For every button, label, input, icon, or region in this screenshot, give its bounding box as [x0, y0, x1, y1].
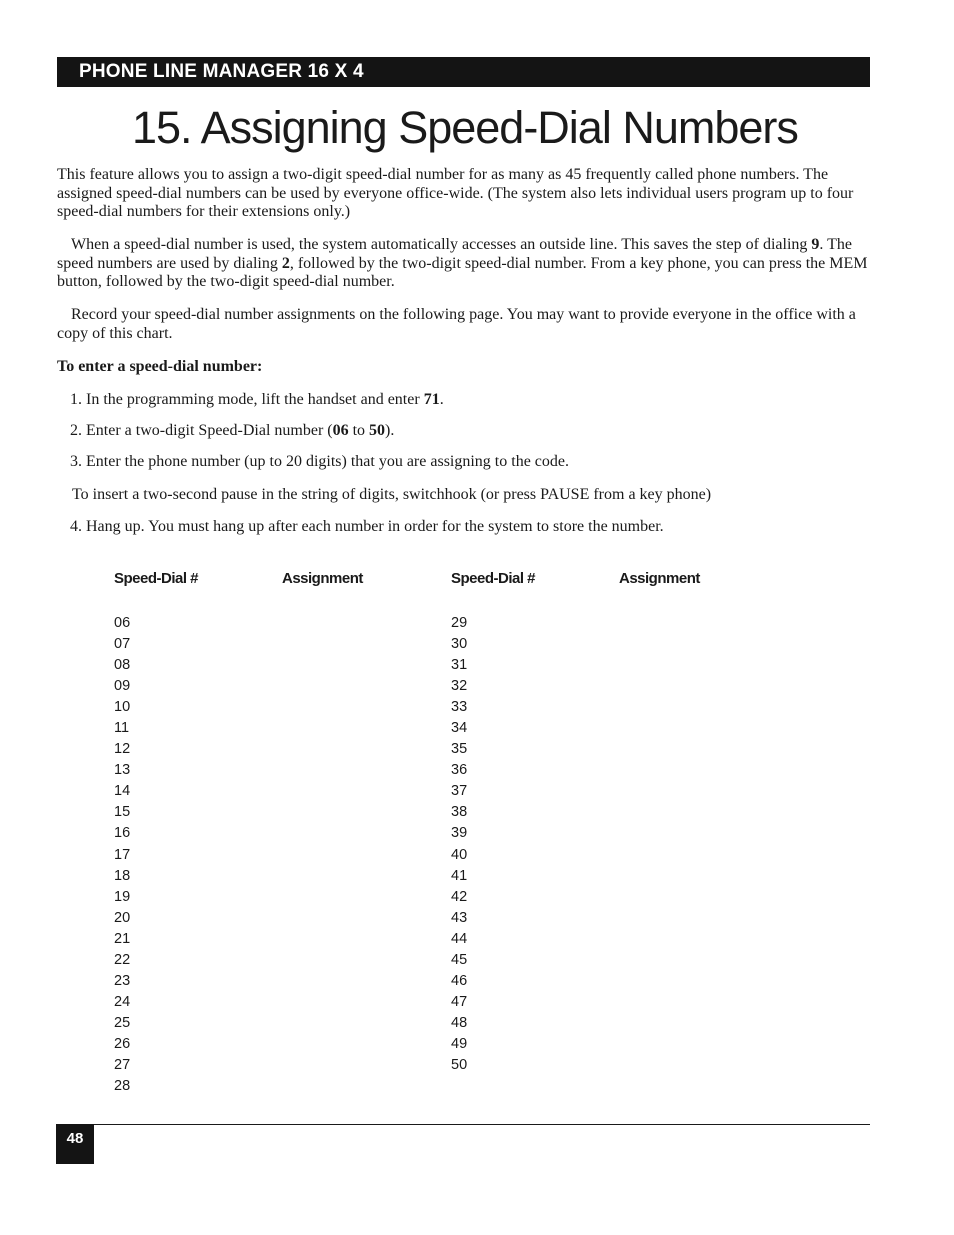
running-header: PHONE LINE MANAGER 16 X 4 [57, 57, 870, 87]
speed-dial-number: 21 [114, 930, 131, 947]
speed-dial-number: 40 [451, 846, 468, 863]
dial-digit-2: 2 [281, 254, 290, 272]
code-71: 71 [423, 391, 440, 408]
column-header-assignment: Assignment [619, 570, 700, 587]
paragraph-text: , followed by the two-digit speed-dial number. From a key phone, you can press the MEM button, followed by the two-digit speed-dial number. [57, 254, 868, 290]
page-number: 48 [56, 1124, 94, 1164]
step-3: 3. Enter the phone number (up to 20 digits) that you are assigning to the code. [70, 453, 569, 470]
step-text: to [348, 422, 370, 439]
speed-dial-number: 07 [114, 636, 131, 653]
speed-dial-number: 37 [451, 783, 468, 800]
step-1 [70, 391, 444, 409]
speed-dial-list-right [451, 613, 467, 1076]
speed-dial-number: 35 [451, 741, 468, 758]
speed-dial-list-left [114, 613, 130, 1097]
speed-dial-number: 09 [114, 678, 131, 695]
speed-dial-number: 17 [114, 846, 131, 863]
speed-dial-number: 18 [114, 867, 131, 884]
speed-dial-number: 26 [114, 1035, 131, 1052]
speed-dial-number: 46 [451, 972, 468, 989]
speed-dial-number: 11 [114, 720, 130, 737]
speed-dial-number: 44 [451, 930, 468, 947]
speed-dial-number: 10 [114, 699, 131, 716]
speed-dial-number: 16 [114, 825, 131, 842]
paragraph-text: When a speed-dial number is used, the system automatically accesses an outside line. This saves the step of dialing [71, 236, 812, 253]
step-text: ). [385, 422, 395, 439]
speed-dial-number: 30 [451, 636, 468, 653]
pause-note: To insert a two-second pause in the string of digits, switchhook (or press PAUSE from a key phone) [72, 486, 712, 503]
speed-dial-number: 33 [451, 699, 468, 716]
speed-dial-number: 32 [451, 678, 468, 695]
step-text: 2. Enter a two-digit Speed-Dial number ( [70, 422, 333, 439]
speed-dial-number: 31 [451, 657, 468, 674]
speed-dial-number: 13 [114, 762, 131, 779]
speed-dial-number: 41 [451, 867, 468, 884]
speed-dial-number: 15 [114, 804, 131, 821]
speed-dial-number: 49 [451, 1035, 468, 1052]
speed-dial-number: 22 [114, 951, 131, 968]
footer-rule [94, 1124, 870, 1125]
speed-dial-number: 28 [114, 1078, 131, 1095]
intro-paragraph: This feature allows you to assign a two-digit speed-dial number for as many as 45 frequently called phone numbers. The assigned speed-dial numbers can be used by everyone office-wide. (The system also lets individual users program up to four speed-dial numbers for their extensions only.) [57, 166, 854, 220]
step-text: 1. In the programming mode, lift the handset and enter [70, 391, 424, 408]
speed-dial-number: 45 [451, 951, 468, 968]
speed-dial-number: 48 [451, 1014, 468, 1031]
dial-digit-9: 9 [811, 236, 820, 253]
speed-dial-number: 50 [451, 1056, 468, 1073]
speed-dial-number: 24 [114, 993, 131, 1010]
speed-dial-number: 19 [114, 888, 131, 905]
speed-dial-number: 47 [451, 993, 468, 1010]
speed-dial-number: 14 [114, 783, 131, 800]
speed-dial-number: 34 [451, 720, 468, 737]
column-header-assignment: Assignment [282, 570, 363, 587]
speed-dial-number: 29 [451, 615, 468, 631]
speed-dial-number: 27 [114, 1056, 131, 1073]
speed-dial-usage-paragraph [57, 236, 869, 292]
record-assignments-paragraph: Record your speed-dial number assignments on the following page. You may want to provide everyone in the office with a copy of this chart. [57, 306, 856, 342]
speed-dial-number: 39 [451, 825, 468, 842]
speed-dial-number: 25 [114, 1014, 131, 1031]
paragraph-text: . The speed numbers are used by dialing [57, 236, 852, 272]
speed-dial-number: 08 [114, 657, 131, 674]
column-header-speed-dial: Speed-Dial # [451, 570, 536, 587]
step-2 [70, 422, 394, 440]
speed-dial-number: 23 [114, 972, 131, 989]
step-text: . [439, 391, 444, 408]
speed-dial-number: 43 [451, 909, 468, 926]
speed-dial-number: 20 [114, 909, 131, 926]
speed-dial-number: 38 [451, 804, 468, 821]
speed-dial-number: 42 [451, 888, 468, 905]
range-start: 06 [332, 422, 349, 439]
speed-dial-number: 06 [114, 615, 131, 631]
speed-dial-number: 12 [114, 741, 131, 758]
range-end: 50 [369, 422, 386, 439]
speed-dial-number: 36 [451, 762, 468, 779]
step-4: 4. Hang up. You must hang up after each number in order for the system to store the number. [70, 518, 664, 535]
page-title: 15. Assigning Speed-Dial Numbers [132, 102, 798, 153]
procedure-heading: To enter a speed-dial number: [57, 358, 263, 375]
column-header-speed-dial: Speed-Dial # [114, 570, 199, 587]
